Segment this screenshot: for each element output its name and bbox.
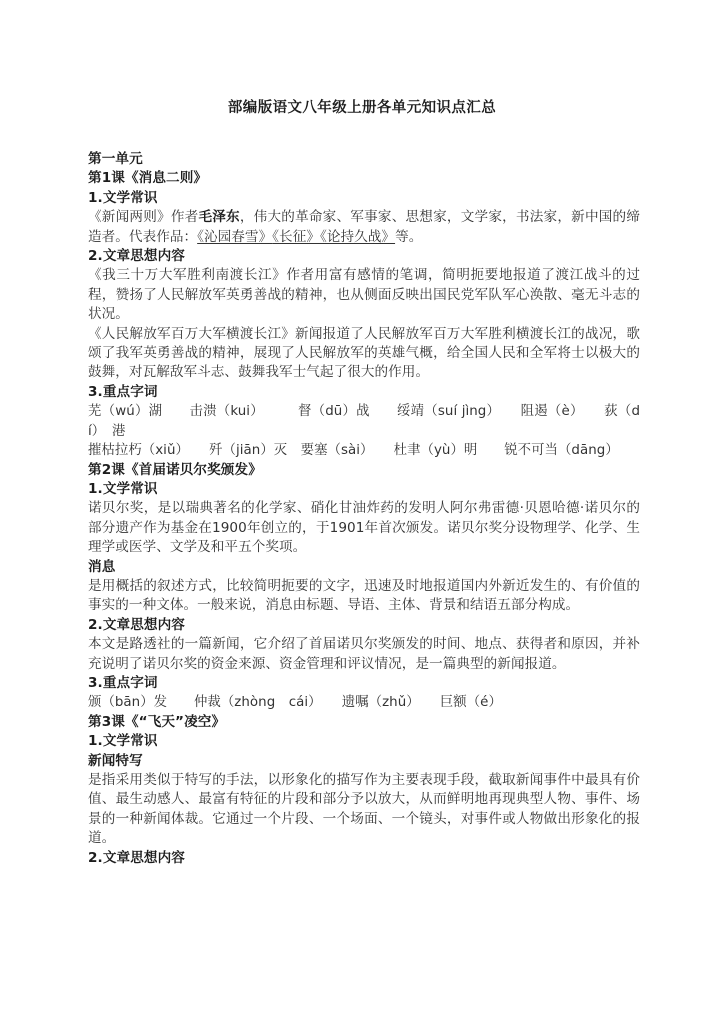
lesson2-section2-heading: 2.文章思想内容: [88, 616, 185, 633]
lesson1-representative-work-3: 《论持久战》: [320, 228, 396, 245]
lesson1-work-citation: 《新闻两则》作者: [88, 209, 199, 226]
lesson1-theme-paragraph-1: 《我三十万大军胜利南渡长江》作者用富有感情的笔调，简明扼要地报道了渡江战斗的过程，赞扬了人民解放军英勇善战的精神，也从侧面反映出国民党军队军心涣散、毫无斗志的状况。: [88, 267, 640, 323]
lesson2-vocabulary-line-1: 颁（bān）发 仲裁（zhòng cái） 遗嘱（zhǔ） 巨额（é）: [88, 695, 502, 711]
lesson1-vocabulary-line-2: 摧枯拉朽（xiǔ） 歼（jiān）灭 要塞（sài） 杜聿（yù）明 锐不可当（dāng）: [88, 443, 619, 459]
lesson1-author-name: 毛泽东: [198, 209, 240, 226]
lesson1-representative-work-1: 《沁园春雪》: [197, 228, 273, 245]
unit-heading: 第一单元: [88, 151, 143, 167]
lesson1-vocabulary-line-1: 芜（wú）湖 击溃（kui） 督（dū）战 绥靖（suí jìng） 阻遏（è） 荻（dí） 港: [88, 404, 640, 439]
lesson2-term-heading: 消息: [88, 558, 116, 575]
document-body: [0, 150, 724, 868]
lesson3-section2-heading: 2.文章思想内容: [88, 849, 185, 866]
lesson1-section2-heading: 2.文章思想内容: [88, 248, 185, 265]
lesson2-literary-knowledge: 诺贝尔奖，是以瑞典著名的化学家、硝化甘油炸药的发明人阿尔弗雷德·贝恩哈德·诺贝尔的部分遗产作为基金在1900年创立的，于1901年首次颁发。诺贝尔奖分设物理学、化学、生理学或医学、文学及和平五个奖项。: [88, 500, 640, 556]
lesson3-term-definition: 是指采用类似于特写的手法，以形象化的描写作为主要表现手段，截取新闻事件中最具有价值、最生动感人、最富有特征的片段和部分予以放大，从而鲜明地再现典型人物、事件、场景的一种新闻体裁。它通过一个片段、一个场面、一个镜头，对事件或人物做出形象化的报道。: [88, 772, 640, 847]
lesson1-section1-heading: 1.文学常识: [88, 189, 158, 206]
lesson2-term-definition: 是用概括的叙述方式，比较简明扼要的文字，迅速及时地报道国内外新近发生的、有价值的事实的一种文体。一般来说，消息由标题、导语、主体、背景和结语五部分构成。: [88, 577, 640, 614]
lesson1-theme-paragraph-2: 《人民解放军百万大军横渡长江》新闻报道了人民解放军百万大军胜利横渡长江的战况，歌颂了我军英勇善战的精神，展现了人民解放军的英雄气概，给全国人民和全军将士以极大的鼓舞，对瓦解敌军斗志、鼓舞我军士气起了很大的作用。: [88, 325, 640, 381]
lesson3-section1-heading: 1.文学常识: [88, 733, 158, 750]
page-title: 部编版语文八年级上册各单元知识点汇总: [227, 100, 497, 116]
lesson2-section3-heading: 3.重点字词: [88, 674, 158, 691]
lesson1-works-suffix: 等。: [395, 228, 423, 245]
lesson3-term-heading: 新闻特写: [88, 752, 143, 769]
lesson1-section3-heading: 3.重点字词: [88, 383, 158, 400]
lesson2-title: 第2课《首届诺贝尔奖颁发》: [88, 461, 262, 478]
lesson3-title: 第3课《“飞天”凌空》: [88, 713, 226, 730]
lesson2-theme-paragraph: 本文是路透社的一篇新闻，它介绍了首届诺贝尔奖颁发的时间、地点、获得者和原因，并补充说明了诺贝尔奖的资金来源、资金管理和评议情况，是一篇典型的新闻报道。: [88, 636, 640, 672]
lesson1-representative-work-2: 《长征》: [272, 228, 320, 245]
lesson1-title: 第1课《消息二则》: [88, 170, 208, 187]
lesson1-literary-knowledge: [88, 208, 640, 247]
lesson2-section1-heading: 1.文学常识: [88, 480, 158, 497]
lesson1-author-description: ，伟大的革命家、军事家、思想家，文学家，书法家，新中国的缔造者。代表作品：: [88, 209, 641, 245]
